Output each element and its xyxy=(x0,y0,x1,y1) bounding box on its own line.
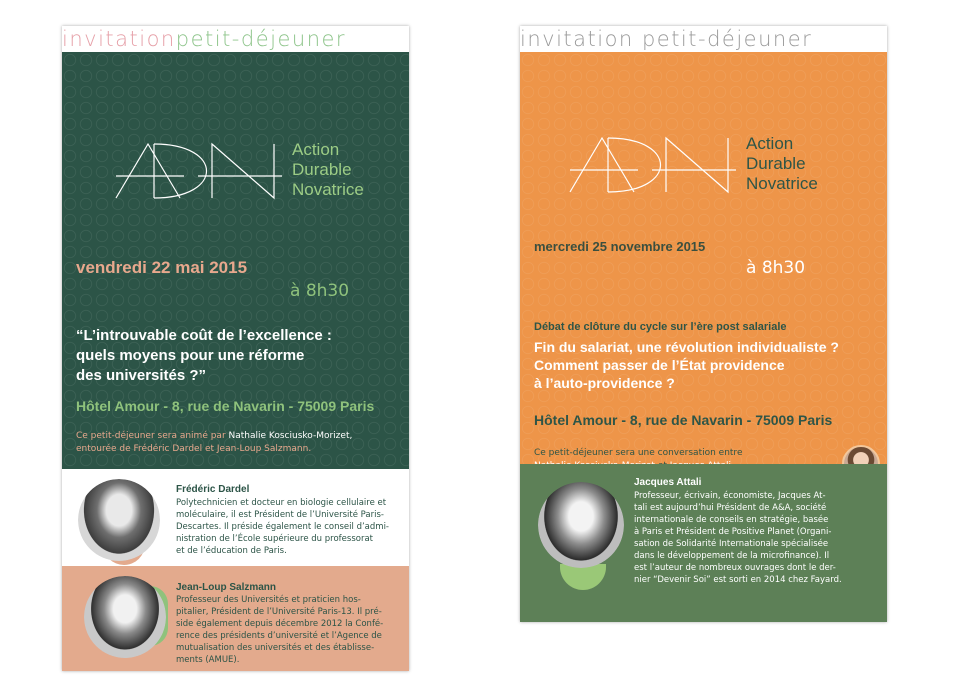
logo-wordmark xyxy=(746,134,818,194)
topic-line: “L’introuvable coût de l’excellence : xyxy=(76,327,332,344)
topic-line: Fin du salariat, une révolution individualiste ? xyxy=(534,339,839,355)
band-word-invitation: invitation xyxy=(62,27,176,51)
band-word-breakfast: petit-déjeuner xyxy=(175,27,347,51)
circle-pattern-background xyxy=(520,52,887,464)
speaker-portrait xyxy=(78,479,160,561)
speaker-name: Jean-Loup Salzmann xyxy=(176,582,277,593)
bio-line: et de l’éducation de Paris. xyxy=(176,546,287,556)
speaker-name: Jacques Attali xyxy=(634,477,702,488)
logo-word-action: Action xyxy=(746,134,794,153)
adn-monogram-icon xyxy=(114,140,284,202)
band-word-invitation: invitation xyxy=(520,27,634,51)
speaker-description xyxy=(176,497,399,557)
adn-logo xyxy=(114,140,364,202)
invitation-flyer-may xyxy=(62,26,409,671)
bio-line: nistration de l’École supérieure du professorat xyxy=(176,534,373,544)
event-time: à 8h30 xyxy=(290,281,350,301)
bio-line: dans le développement de la microfinance). Il xyxy=(634,551,830,561)
bio-line: ments (AMUE). xyxy=(176,655,240,665)
event-topic xyxy=(76,326,396,386)
portrait-photo xyxy=(78,479,160,561)
speaker-name: Frédéric Dardel xyxy=(176,484,250,495)
bio-line: internationale de conseils en stratégie, basée xyxy=(634,515,829,525)
bio-line: nier “Devenir Soi” est sorti en 2014 chez Fayard. xyxy=(634,575,842,585)
speaker-bio xyxy=(62,566,409,671)
speaker-bio xyxy=(62,469,409,566)
event-venue: Hôtel Amour - 8, rue de Navarin - 75009 Paris xyxy=(76,398,375,414)
bio-line: tali est aujourd’hui Président de A&A, société xyxy=(634,503,827,513)
invitation-band xyxy=(520,26,887,52)
topic-line: des universités ?” xyxy=(76,367,207,384)
event-date: mercredi 25 novembre 2015 xyxy=(534,239,706,254)
adn-monogram-icon xyxy=(568,134,738,196)
bio-line: Professeur des Universités et praticien hos- xyxy=(176,595,361,605)
host-name: Nathalie Kosciusko-Morizet, xyxy=(228,431,353,441)
bio-line: sation de Solidarité Internationale spécialisée xyxy=(634,539,829,549)
portrait-photo xyxy=(84,576,166,658)
host-intro: Ce petit-déjeuner sera animé par xyxy=(76,431,229,441)
logo-wordmark xyxy=(292,140,364,200)
event-time: à 8h30 xyxy=(746,258,806,278)
bio-line: Polytechnicien et docteur en biologie cellulaire et xyxy=(176,498,387,508)
event-venue: Hôtel Amour - 8, rue de Navarin - 75009 Paris xyxy=(534,412,833,428)
bio-line: Professeur, écrivain, économiste, Jacques At- xyxy=(634,491,826,501)
logo-word-novatrice: Novatrice xyxy=(292,180,364,199)
speaker-description xyxy=(176,594,399,666)
bio-line: Descartes. Il préside également le conseil d’admi- xyxy=(176,522,389,532)
adn-logo xyxy=(568,134,818,196)
invitation-flyer-november xyxy=(520,26,887,622)
debate-subtitle: Débat de clôture du cycle sur l’ère post salariale xyxy=(534,321,787,333)
bio-line: à Paris et Président de Positive Planet (Organi- xyxy=(634,527,832,537)
band-word-breakfast: petit-déjeuner xyxy=(641,27,813,51)
host-rest: entourée de Frédéric Dardel et Jean-Loup Salzmann. xyxy=(76,444,312,454)
event-panel xyxy=(62,52,409,469)
speaker-portrait xyxy=(84,576,166,658)
speaker-description xyxy=(634,490,876,586)
host-intro: Ce petit-déjeuner sera une conversation entre xyxy=(534,448,743,458)
logo-word-durable: Durable xyxy=(292,160,352,179)
bio-line: pitalier, Président de l’Université Paris-13. Il pré- xyxy=(176,607,382,617)
bio-line: mutualisation des universités et des établisse- xyxy=(176,643,375,653)
logo-word-novatrice: Novatrice xyxy=(746,174,818,193)
event-date: vendredi 22 mai 2015 xyxy=(76,258,248,277)
speaker-bio xyxy=(520,464,887,622)
bio-line: moléculaire, il est Président de l’Université Paris- xyxy=(176,510,384,520)
topic-line: à l’auto-providence ? xyxy=(534,375,675,391)
topic-line: quels moyens pour une réforme xyxy=(76,347,305,364)
logo-word-action: Action xyxy=(292,140,340,159)
bio-line: rence des présidents d’université et l’Agence de xyxy=(176,631,382,641)
debate-title xyxy=(534,338,884,392)
topic-line: Comment passer de l’État providence xyxy=(534,357,785,373)
event-host-note xyxy=(76,430,406,456)
portrait-photo xyxy=(538,482,624,568)
invitation-band xyxy=(62,26,409,52)
bio-line: side également depuis décembre 2012 la Confé- xyxy=(176,619,384,629)
event-panel xyxy=(520,52,887,464)
bio-line: est l’auteur de nombreux ouvrages dont le der- xyxy=(634,563,836,573)
logo-word-durable: Durable xyxy=(746,154,806,173)
speaker-portrait xyxy=(538,482,624,568)
